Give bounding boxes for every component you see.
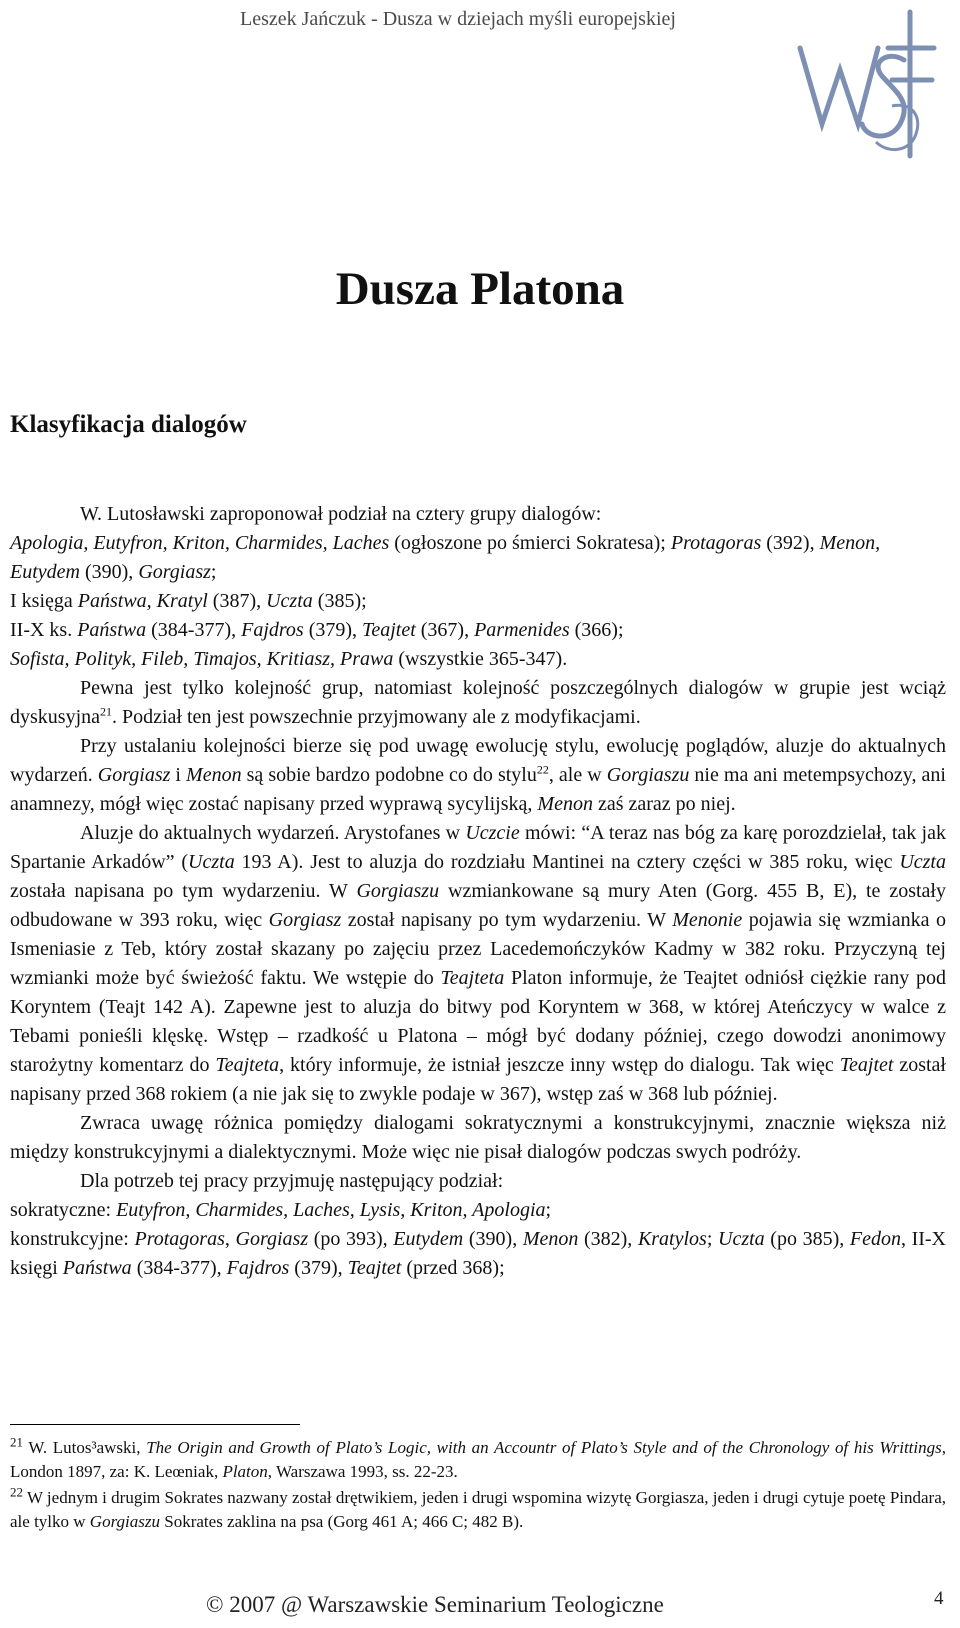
footnote-divider [10,1424,300,1425]
footnote-22: $^{22}$ W jednym i drugim Sokrates nazwany został drętwikiem, jeden i drugi wspomina wizytę Gorgiasza, jeden i drugi cytuje poetę Pindara, ale tylko w Gorgiaszu Sokrates zaklina na psa (Gorg 461 A; 466 C; 482 B). [10,1484,946,1531]
page-footer: © 2007 @ Warszawskie Seminarium Teologiczne [206,1592,664,1617]
footnote-21: $^{21}$ W. Lutos³awski, The Origin and Growth of Plato’s Logic, with an Accountr of Plato’s Style and of the Chronology of his Writtings, London 1897, za: K. Leœniak, Platon, Warszawa 1993, ss. 22-23. [10,1434,946,1481]
running-header: Leszek Jańczuk - Dusza w dziejach myśli europejskiej [240,8,676,30]
dialog-group-4: Sofista, Polityk, Fileb, Timajos, Kritiasz, Prawa (wszystkie 365-347). [10,648,568,670]
dialog-group-3: II-X ks. Państwa (384-377), Fajdros (379), Teajtet (367), Parmenides (366); [10,619,624,641]
paragraph-division: Dla potrzeb tej pracy przyjmuję następujący podział: [80,1170,504,1192]
division-constructive: konstrukcyjne: Protagoras, Gorgiasz (po 393), Eutydem (390), Menon (382), Kratylos; Uczta (po 385), Fedon, II-X księgi Państwa (384-377), Fajdros (379), Teajtet (przed 368); [10,1228,946,1279]
dialog-group-1: Apologia, Eutyfron, Kriton, Charmides, Laches (ogłoszone po śmierci Sokratesa); Protagoras (392), Menon, Eutydem (390), Gorgiasz; [10,532,881,583]
division-socratic: sokratyczne: Eutyfron, Charmides, Laches, Lysis, Kriton, Apologia; [10,1199,552,1221]
footnote-ref-21: 21 [100,704,112,719]
section-heading: Klasyfikacja dialogów [10,411,247,438]
paragraph-criteria: Przy ustalaniu kolejności bierze się pod uwagę ewolucję stylu, ewolucję poglądów, aluzje do aktualnych wydarzeń. Gorgiasz i Menon są sobie bardzo podobne co do stylu$^{22}$, ale w Gorgiaszu nie ma ani metempsychozy, ani anamnezy, mógł więc zostać napisany przed wyprawą sycylijską, Menon zaś zaraz po niej. [10,735,946,815]
body-text [10,500,946,1283]
page-number: 4 [934,1588,944,1609]
document-title: Dusza Platona [335,263,625,315]
paragraph-intro: W. Lutosławski zaproponował podział na cztery grupy dialogów: [80,503,602,525]
footnote-ref-22: 22 [536,762,549,777]
dialog-group-2: I księga Państwa, Kratyl (387), Uczta (385); [10,590,367,612]
paragraph-difference: Zwraca uwagę różnica pomiędzy dialogami sokratycznymi a konstrukcyjnymi, znacznie większa niż między konstrukcyjnymi a dialektycznymi. Może więc nie pisał dialogów podczas swych podróży. [10,1112,946,1163]
wst-cross-logo [792,6,952,161]
paragraph-order: Pewna jest tylko kolejność grup, natomiast kolejność poszczególnych dialogów w grupie jest wciąż dyskusyjna$^{21}$. Podział ten jest powszechnie przyjmowany ale z modyfikacjami. [10,677,946,728]
paragraph-allusions: Aluzje do aktualnych wydarzeń. Arystofanes w Uczcie mówi: “A teraz nas bóg za karę porozdzielał, tak jak Spartanie Arkadów” (Uczta 193 A). Jest to aluzja do rozdziału Mantinei na cztery części w 385 roku, więc Uczta została napisana po tym wydarzeniu. W Gorgiaszu wzmiankowane są mury Aten (Gorg. 455 B, E), te zostały odbudowane w 393 roku, więc Gorgiasz został napisany po tym wydarzeniu. W Menonie pojawia się wzmianka o Ismeniasie z Teb, który został skazany po zajęciu przez Lacedemończyków Kadmy w 382 roku. Przyczyną tej wzmianki może być świeżość faktu. We wstępie do Teajteta Platon informuje, że Teajtet odniósł ciężkie rany pod Koryntem (Teajt 142 A). Zapewne jest to aluzja do bitwy pod Koryntem w 368, w której Ateńczycy w walce z Tebami ponieśli klęskę. Wstęp – rzadkość u Platona – mógł być dodany później, czego dowodzi anonimowy starożytny komentarz do Teajteta, który informuje, że istniał jeszcze inny wstęp do dialogu. Tak więc Teajtet został napisany przed 368 rokiem (a nie jak się to zwykle podaje w 367), wstęp zaś w 368 lub później. [10,822,946,1105]
